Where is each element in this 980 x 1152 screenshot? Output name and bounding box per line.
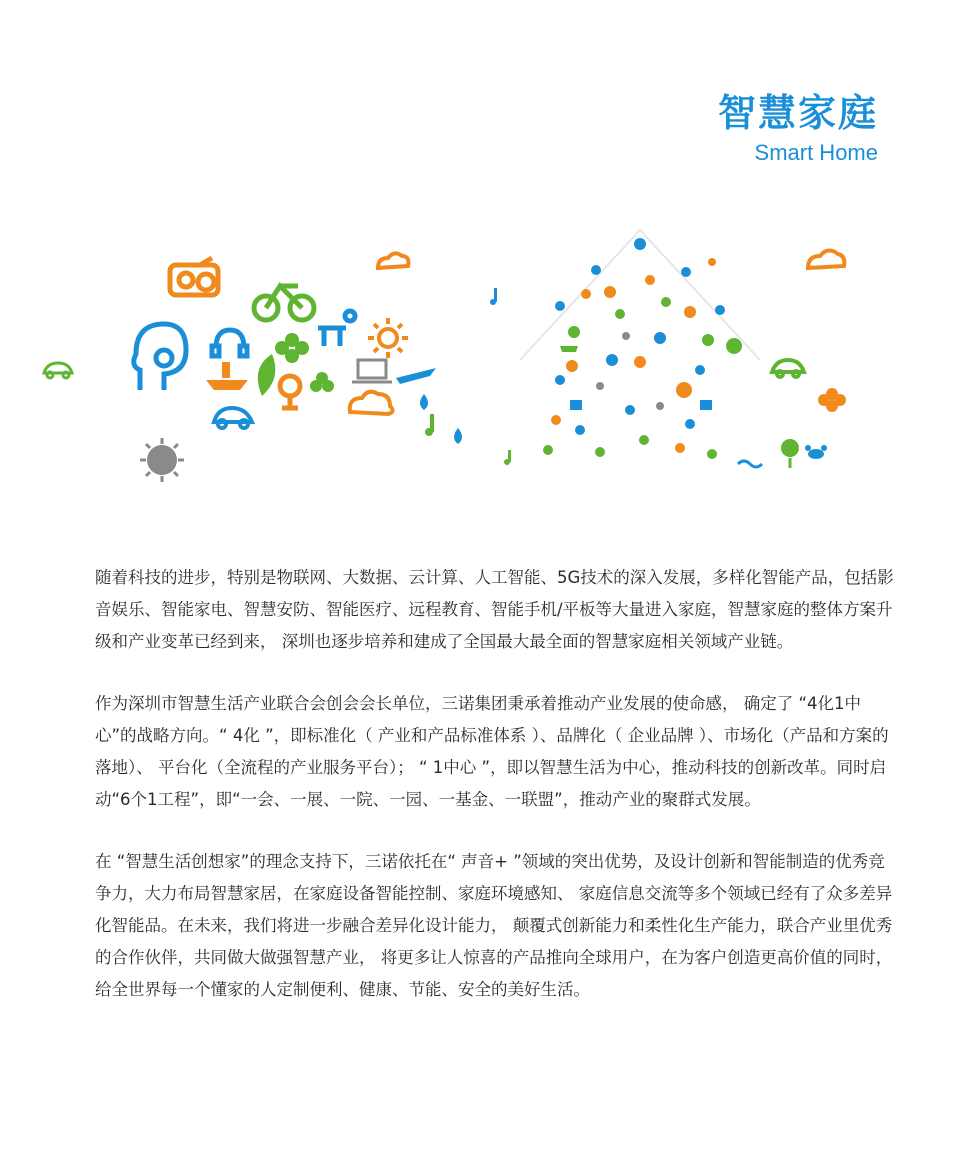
flower-icon — [818, 388, 846, 412]
microphone-icon — [280, 376, 300, 408]
cloud-icon — [350, 250, 845, 414]
body-text — [95, 562, 895, 1036]
car-icon — [214, 408, 252, 428]
boat-icon — [206, 362, 248, 390]
smart-home-illustration — [0, 210, 980, 500]
music-icon — [425, 414, 511, 465]
title-block — [718, 90, 878, 168]
flower-icon — [310, 372, 334, 392]
house-collage-icon — [520, 230, 760, 459]
head-icon — [134, 324, 186, 390]
airplane-icon — [396, 368, 436, 384]
sun-icon — [368, 318, 408, 358]
flower-icon — [275, 333, 309, 363]
page-subtitle: Smart Home — [754, 140, 878, 165]
headphones-icon — [212, 330, 247, 356]
paragraph-2: 作为深圳市智慧生活产业联合会创会会长单位，三诺集团秉承着推动产业发展的使命感， 确定了 “4化1中心”的战略方向。“ 4化 ”，即标准化（ 产业和产品标准体系 ）、品牌化（ 企业品牌 ）、市场化（产品和方案的落地）、 平台化（全流程的产业服务平台）； “ 1中心 ”，即以智慧生活为中心，推动科技的创新改革。同时启动“6个1工程”，即“一会、一展、一院、一园、一基金、一联盟”，推动产业的聚群式发展。 — [95, 694, 889, 809]
robot-icon — [170, 258, 218, 295]
insect-icon — [805, 445, 827, 459]
virus-icon — [140, 438, 184, 482]
laptop-icon — [352, 360, 392, 382]
water-wave-icon — [738, 461, 762, 467]
car-icon — [44, 363, 72, 378]
bicycle-icon — [254, 286, 314, 320]
paragraph-1: 随着科技的进步，特别是物联网、大数据、云计算、人工智能、5G技术的深入发展，多样化智能产品，包括影音娱乐、智能家电、智慧安防、智能医疗、远程教育、智能手机/平板等大量进入家庭，智慧家庭的整体方案升级和产业变革已经到来， 深圳也逐步培养和建成了全国最大最全面的智慧家庭相关领域产业链。 — [95, 568, 894, 651]
flower-icon — [781, 439, 799, 468]
car-icon — [772, 360, 804, 377]
drop-icon — [420, 394, 462, 444]
music-icon — [490, 288, 497, 305]
page-title: 智慧家庭 — [717, 91, 878, 135]
paragraph-3: 在 “智慧生活创想家”的理念支持下，三诺依托在“ 声音+ ”领域的突出优势，及设计创新和智能制造的优秀竞争力，大力布局智慧家居，在家庭设备智能控制、家庭环境感知、 家庭信息交流等多个领域已经有了众多差异化智能品。在未来，我们将进一步融合差异化设计能力， 颠覆式创新能力和柔性化生产能力，联合产业里优秀的合作伙伴，共同做大做强智慧产业， 将更多让人惊喜的产品推向全球用户，在为客户创造更高价值的同时， 给全世界每一个懂家的人定制便利、健康、节能、安全的美好生活。 — [95, 852, 893, 999]
desk-icon — [318, 311, 355, 346]
leaf-icon — [258, 354, 276, 396]
